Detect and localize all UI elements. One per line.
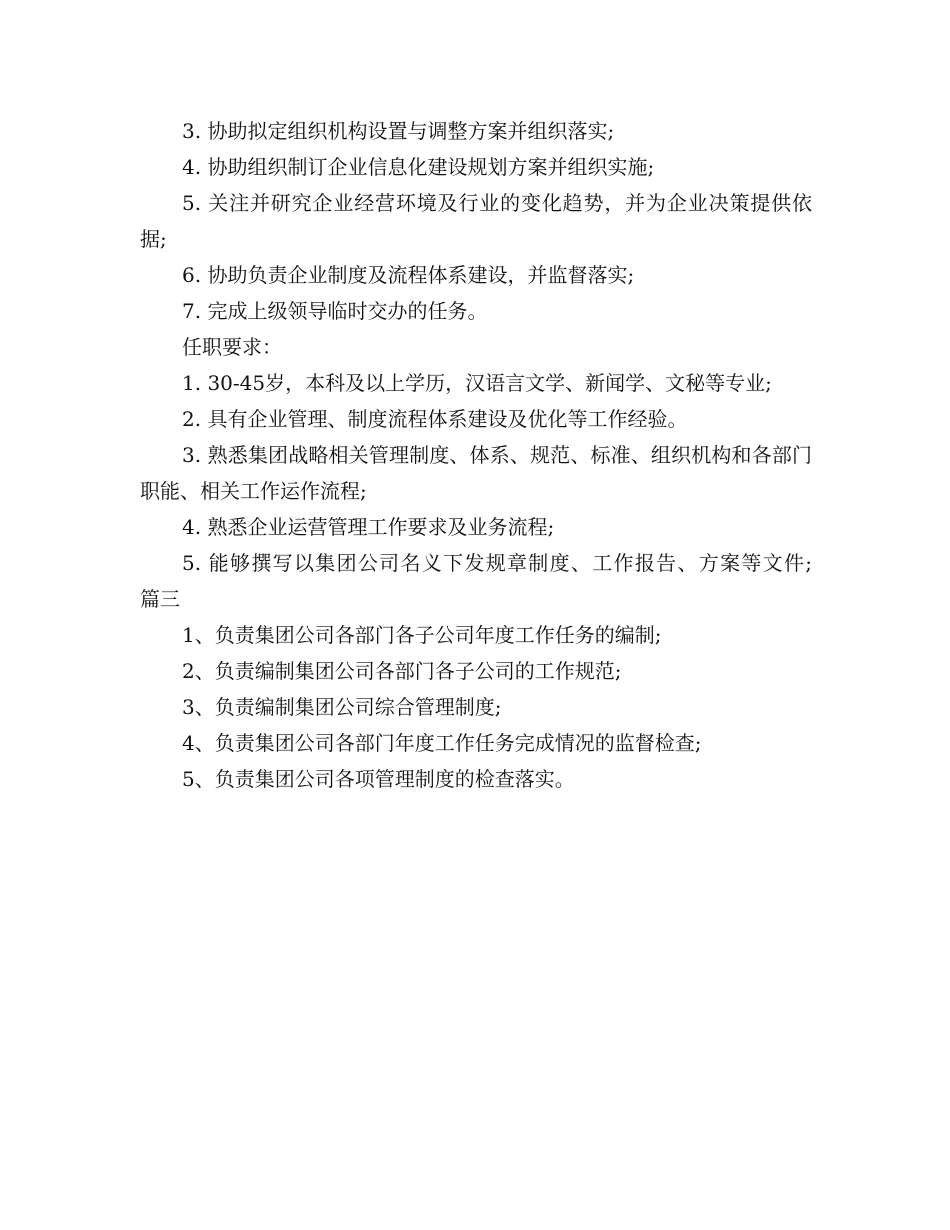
duty-item-6: 6. 协助负责企业制度及流程体系建设，并监督落实; (182, 263, 635, 287)
document-body (140, 113, 838, 797)
duty-item-5: 5. 关注并研究企业经营环境及行业的变化趋势，并为企业决策提供依据; (140, 191, 812, 251)
duty-item-7: 7. 完成上级领导临时交办的任务。 (182, 299, 488, 323)
requirement-item-4: 4. 熟悉企业运营管理工作要求及业务流程; (182, 515, 555, 539)
requirement-item-5: 5. 能够撰写以集团公司名义下发规章制度、工作报告、方案等文件; 篇三 (140, 551, 838, 611)
section3-item-2: 2、负责编制集团公司各部门各子公司的工作规范; (182, 659, 622, 683)
section3-item-5: 5、负责集团公司各项管理制度的检查落实。 (182, 767, 575, 791)
duty-item-4: 4. 协助组织制订企业信息化建设规划方案并组织实施; (182, 155, 655, 179)
duty-item-3: 3. 协助拟定组织机构设置与调整方案并组织落实; (182, 119, 615, 143)
section3-item-4: 4、负责集团公司各部门年度工作任务完成情况的监督检查; (182, 731, 702, 755)
section3-item-3: 3、负责编制集团公司综合管理制度; (182, 695, 502, 719)
requirement-item-2: 2. 具有企业管理、制度流程体系建设及优化等工作经验。 (182, 407, 688, 431)
section3-item-1: 1、负责集团公司各部门各子公司年度工作任务的编制; (182, 623, 662, 647)
requirement-item-3: 3. 熟悉集团战略相关管理制度、体系、规范、标准、组织机构和各部门职能、相关工作运作流程; (140, 443, 812, 503)
requirement-item-1: 1. 30-45岁，本科及以上学历，汉语言文学、新闻学、文秘等专业; (182, 371, 772, 395)
requirements-heading: 任职要求： (182, 335, 282, 359)
